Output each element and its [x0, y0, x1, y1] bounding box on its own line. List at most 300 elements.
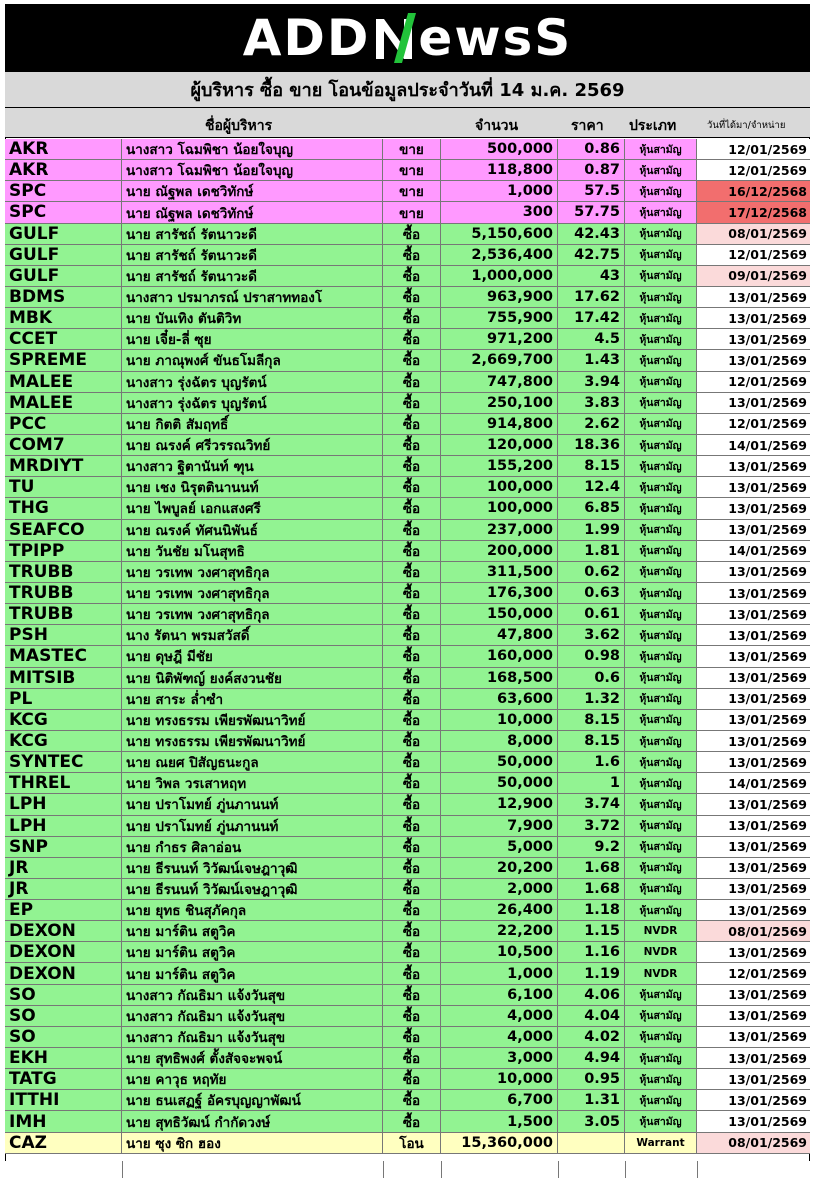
logo-text-right: ewsS: [418, 9, 573, 67]
table-row: [5, 942, 810, 963]
header-date: วันที่ได้มา/จำหน่าย: [707, 120, 786, 131]
logo-bar: [5, 4, 810, 72]
action-cell: ซื้อ: [383, 562, 441, 582]
price-cell: 4.94: [558, 1048, 625, 1068]
price-cell: 0.95: [558, 1069, 625, 1089]
executive-name-cell: นาย ปราโมทย์ ภู่นภานนท์: [122, 816, 383, 836]
symbol-cell: TATG: [5, 1069, 122, 1089]
action-cell: ซื้อ: [383, 963, 441, 983]
volume-cell: 120,000: [441, 435, 558, 455]
executive-name-cell: นาย ธีรนนท์ วิวัฒน์เจษฎาวุฒิ: [122, 879, 383, 899]
date-cell: 14/01/2569: [697, 541, 810, 561]
table-row: [5, 435, 810, 456]
date-cell: 13/01/2569: [697, 1006, 810, 1026]
executive-name-cell: นาย ทรงธรรม เพียรพัฒนาวิทย์: [122, 710, 383, 730]
executive-name-cell: นาย วรเทพ วงศาสุทธิกุล: [122, 604, 383, 624]
security-type-cell: หุ้นสามัญ: [625, 393, 697, 413]
security-type-cell: หุ้นสามัญ: [625, 541, 697, 561]
security-type-cell: หุ้นสามัญ: [625, 604, 697, 624]
executive-name-cell: นาง รัตนา พรมสวัสดิ์: [122, 625, 383, 645]
date-cell: 12/01/2569: [697, 160, 810, 180]
action-cell: ซื้อ: [383, 921, 441, 941]
price-cell: 0.62: [558, 562, 625, 582]
volume-cell: 200,000: [441, 541, 558, 561]
symbol-cell: KCG: [5, 731, 122, 751]
symbol-cell: SPC: [5, 181, 122, 201]
action-cell: ซื้อ: [383, 308, 441, 328]
date-cell: 13/01/2569: [697, 520, 810, 540]
price-cell: 12.4: [558, 477, 625, 497]
date-cell: 13/01/2569: [697, 477, 810, 497]
page-title: ผู้บริหาร ซื้อ ขาย โอนข้อมูลประจำวันที่ 14 ม.ค. 2569: [5, 72, 810, 108]
action-cell: ซื้อ: [383, 858, 441, 878]
price-cell: 3.72: [558, 816, 625, 836]
date-cell: 13/01/2569: [697, 646, 810, 666]
date-cell: 09/01/2569: [697, 266, 810, 286]
table-row: [5, 985, 810, 1006]
security-type-cell: หุ้นสามัญ: [625, 794, 697, 814]
price-cell: 1.68: [558, 879, 625, 899]
date-cell: 13/01/2569: [697, 1048, 810, 1068]
price-cell: 3.05: [558, 1111, 625, 1131]
executive-name-cell: นาย นิติพัฑญ์ ยงค์สงวนชัย: [122, 668, 383, 688]
symbol-cell: MITSIB: [5, 668, 122, 688]
logo: [243, 9, 573, 67]
symbol-cell: TRUBB: [5, 583, 122, 603]
security-type-cell: NVDR: [625, 921, 697, 941]
header-name: ชื่อผู้บริหาร: [205, 118, 273, 134]
action-cell: ซื้อ: [383, 646, 441, 666]
volume-cell: 1,000,000: [441, 266, 558, 286]
date-cell: 14/01/2569: [697, 773, 810, 793]
blank-row: [5, 1161, 810, 1178]
action-cell: ซื้อ: [383, 794, 441, 814]
symbol-cell: MALEE: [5, 372, 122, 392]
date-cell: 13/01/2569: [697, 900, 810, 920]
volume-cell: 250,100: [441, 393, 558, 413]
symbol-cell: SNP: [5, 837, 122, 857]
security-type-cell: หุ้นสามัญ: [625, 1006, 697, 1026]
volume-cell: 300: [441, 202, 558, 222]
volume-cell: 118,800: [441, 160, 558, 180]
price-cell: 3.74: [558, 794, 625, 814]
price-cell: 1.15: [558, 921, 625, 941]
table-header: [5, 108, 810, 138]
date-cell: 08/01/2569: [697, 224, 810, 244]
date-cell: 13/01/2569: [697, 604, 810, 624]
table-row: [5, 689, 810, 710]
executive-name-cell: นาย สารัชถ์ รัตนาวะดี: [122, 266, 383, 286]
price-cell: 1.6: [558, 752, 625, 772]
security-type-cell: หุ้นสามัญ: [625, 985, 697, 1005]
action-cell: ซื้อ: [383, 604, 441, 624]
security-type-cell: หุ้นสามัญ: [625, 329, 697, 349]
security-type-cell: หุ้นสามัญ: [625, 858, 697, 878]
volume-cell: 168,500: [441, 668, 558, 688]
volume-cell: 7,900: [441, 816, 558, 836]
price-cell: 1.16: [558, 942, 625, 962]
symbol-cell: KCG: [5, 710, 122, 730]
table-row: [5, 646, 810, 667]
security-type-cell: หุ้นสามัญ: [625, 625, 697, 645]
executive-name-cell: นาย บันเทิง ตันติวิท: [122, 308, 383, 328]
action-cell: ซื้อ: [383, 731, 441, 751]
security-type-cell: หุ้นสามัญ: [625, 181, 697, 201]
symbol-cell: CAZ: [5, 1133, 122, 1153]
symbol-cell: DEXON: [5, 942, 122, 962]
action-cell: ซื้อ: [383, 879, 441, 899]
price-cell: 9.2: [558, 837, 625, 857]
action-cell: ซื้อ: [383, 1027, 441, 1047]
security-type-cell: หุ้นสามัญ: [625, 900, 697, 920]
symbol-cell: JR: [5, 858, 122, 878]
action-cell: ซื้อ: [383, 752, 441, 772]
executive-name-cell: นาย มาร์ติน สตูวิค: [122, 921, 383, 941]
price-cell: 4.04: [558, 1006, 625, 1026]
volume-cell: 747,800: [441, 372, 558, 392]
price-cell: 1.68: [558, 858, 625, 878]
date-cell: 13/01/2569: [697, 625, 810, 645]
date-cell: 12/01/2569: [697, 963, 810, 983]
symbol-cell: PSH: [5, 625, 122, 645]
action-cell: ซื้อ: [383, 245, 441, 265]
executive-name-cell: นางสาว ฐิตานันท์ ฑุน: [122, 456, 383, 476]
volume-cell: 5,150,600: [441, 224, 558, 244]
security-type-cell: หุ้นสามัญ: [625, 477, 697, 497]
executive-name-cell: นาย ณัฐพล เดชวิทักษ์: [122, 181, 383, 201]
action-cell: ซื้อ: [383, 520, 441, 540]
price-cell: 8.15: [558, 710, 625, 730]
date-cell: 13/01/2569: [697, 752, 810, 772]
volume-cell: 4,000: [441, 1027, 558, 1047]
volume-cell: 971,200: [441, 329, 558, 349]
price-cell: 4.02: [558, 1027, 625, 1047]
price-cell: 42.43: [558, 224, 625, 244]
security-type-cell: หุ้นสามัญ: [625, 773, 697, 793]
executive-name-cell: นาย มาร์ติน สตูวิค: [122, 963, 383, 983]
table-row: [5, 308, 810, 329]
volume-cell: 47,800: [441, 625, 558, 645]
executive-name-cell: นาย เจี๋ย-ลี่ ซุย: [122, 329, 383, 349]
executive-name-cell: นาย สาระ ล่ำซำ: [122, 689, 383, 709]
executive-name-cell: นาย ธีรนนท์ วิวัฒน์เจษฎาวุฒิ: [122, 858, 383, 878]
executive-name-cell: นาย สุทธิพงศ์ ตั้งสัจจะพจน์: [122, 1048, 383, 1068]
date-cell: 13/01/2569: [697, 308, 810, 328]
table-row: [5, 224, 810, 245]
executive-name-cell: นาย วรเทพ วงศาสุทธิกุล: [122, 562, 383, 582]
security-type-cell: หุ้นสามัญ: [625, 372, 697, 392]
symbol-cell: GULF: [5, 224, 122, 244]
date-cell: 13/01/2569: [697, 329, 810, 349]
price-cell: 6.85: [558, 498, 625, 518]
symbol-cell: AKR: [5, 160, 122, 180]
executive-name-cell: นางสาว กัณธิมา แจ้งวันสุข: [122, 1027, 383, 1047]
price-cell: 57.75: [558, 202, 625, 222]
price-cell: 43: [558, 266, 625, 286]
security-type-cell: หุ้นสามัญ: [625, 1090, 697, 1110]
executive-name-cell: นาย ณัฐพล เดชวิทักษ์: [122, 202, 383, 222]
price-cell: 8.15: [558, 731, 625, 751]
symbol-cell: LPH: [5, 816, 122, 836]
action-cell: ซื้อ: [383, 1111, 441, 1131]
security-type-cell: NVDR: [625, 963, 697, 983]
price-cell: 3.83: [558, 393, 625, 413]
table-row: [5, 879, 810, 900]
security-type-cell: Warrant: [625, 1133, 697, 1153]
symbol-cell: IMH: [5, 1111, 122, 1131]
symbol-cell: PCC: [5, 414, 122, 434]
action-cell: ซื้อ: [383, 837, 441, 857]
action-cell: ซื้อ: [383, 900, 441, 920]
action-cell: ซื้อ: [383, 1069, 441, 1089]
volume-cell: 3,000: [441, 1048, 558, 1068]
executive-name-cell: นาย ภาณุพงศ์ ขันธโมลีกุล: [122, 350, 383, 370]
symbol-cell: TRUBB: [5, 562, 122, 582]
action-cell: ซื้อ: [383, 689, 441, 709]
table-row: [5, 160, 810, 181]
price-cell: 0.61: [558, 604, 625, 624]
executive-name-cell: นางสาว โฉมพิชา น้อยใจบุญ: [122, 160, 383, 180]
symbol-cell: COM7: [5, 435, 122, 455]
table-row: [5, 1090, 810, 1111]
symbol-cell: TRUBB: [5, 604, 122, 624]
symbol-cell: AKR: [5, 139, 122, 159]
executive-name-cell: นาย กิตติ สัมฤทธิ์: [122, 414, 383, 434]
security-type-cell: หุ้นสามัญ: [625, 160, 697, 180]
volume-cell: 155,200: [441, 456, 558, 476]
table-row: [5, 1027, 810, 1048]
executive-name-cell: นาย ยุทธ ชินสุภัคกุล: [122, 900, 383, 920]
executive-name-cell: นางสาว รุ่งฉัตร บุญรัตน์: [122, 393, 383, 413]
security-type-cell: หุ้นสามัญ: [625, 731, 697, 751]
symbol-cell: SO: [5, 1027, 122, 1047]
action-cell: ซื้อ: [383, 266, 441, 286]
volume-cell: 1,000: [441, 963, 558, 983]
table-row: [5, 625, 810, 646]
symbol-cell: THREL: [5, 773, 122, 793]
symbol-cell: SPREME: [5, 350, 122, 370]
executive-name-cell: นาย คาวุธ หฤทัย: [122, 1069, 383, 1089]
volume-cell: 5,000: [441, 837, 558, 857]
date-cell: 13/01/2569: [697, 837, 810, 857]
symbol-cell: EKH: [5, 1048, 122, 1068]
table-row: [5, 1006, 810, 1027]
executive-name-cell: นาย สารัชถ์ รัตนาวะดี: [122, 224, 383, 244]
symbol-cell: ITTHI: [5, 1090, 122, 1110]
table-row: [5, 583, 810, 604]
volume-cell: 963,900: [441, 287, 558, 307]
executive-name-cell: นาย ธนเสฏฐ์ อัครบุญญาพัฒน์: [122, 1090, 383, 1110]
symbol-cell: DEXON: [5, 921, 122, 941]
table-row: [5, 477, 810, 498]
date-cell: 13/01/2569: [697, 562, 810, 582]
table-row: [5, 773, 810, 794]
table-row: [5, 668, 810, 689]
action-cell: ซื้อ: [383, 942, 441, 962]
symbol-cell: CCET: [5, 329, 122, 349]
executive-name-cell: นาย ณยศ ปิสัญธนะกูล: [122, 752, 383, 772]
table-row: [5, 329, 810, 350]
table-row: [5, 794, 810, 815]
date-cell: 13/01/2569: [697, 498, 810, 518]
action-cell: ซื้อ: [383, 1048, 441, 1068]
volume-cell: 237,000: [441, 520, 558, 540]
table-row: [5, 266, 810, 287]
price-cell: 1: [558, 773, 625, 793]
volume-cell: 50,000: [441, 752, 558, 772]
table-row: [5, 1133, 810, 1154]
security-type-cell: หุ้นสามัญ: [625, 1027, 697, 1047]
date-cell: 13/01/2569: [697, 668, 810, 688]
date-cell: 13/01/2569: [697, 1069, 810, 1089]
volume-cell: 500,000: [441, 139, 558, 159]
security-type-cell: หุ้นสามัญ: [625, 1111, 697, 1131]
executive-name-cell: นาย ณรงค์ ศรีวรรณวิทย์: [122, 435, 383, 455]
executive-name-cell: นาย ดุษฎี มีชัย: [122, 646, 383, 666]
action-cell: ซื้อ: [383, 287, 441, 307]
executive-name-cell: นาย เชง นิรุตตินานนท์: [122, 477, 383, 497]
table-row: [5, 541, 810, 562]
volume-cell: 26,400: [441, 900, 558, 920]
action-cell: ซื้อ: [383, 985, 441, 1005]
table-row: [5, 287, 810, 308]
header-price: ราคา: [571, 118, 604, 134]
executive-name-cell: นาย มาร์ติน สตูวิค: [122, 942, 383, 962]
price-cell: 1.43: [558, 350, 625, 370]
symbol-cell: GULF: [5, 266, 122, 286]
date-cell: 13/01/2569: [697, 710, 810, 730]
table-row: [5, 900, 810, 921]
table-row: [5, 1069, 810, 1090]
symbol-cell: SPC: [5, 202, 122, 222]
symbol-cell: JR: [5, 879, 122, 899]
executive-name-cell: นางสาว ปรมาภรณ์ ปราสาททองโ: [122, 287, 383, 307]
executive-name-cell: นาย ซุง ซิก ฮอง: [122, 1133, 383, 1153]
volume-cell: 50,000: [441, 773, 558, 793]
volume-cell: 1,000: [441, 181, 558, 201]
symbol-cell: DEXON: [5, 963, 122, 983]
executive-name-cell: นาย ทรงธรรม เพียรพัฒนาวิทย์: [122, 731, 383, 751]
security-type-cell: หุ้นสามัญ: [625, 583, 697, 603]
price-cell: 0.87: [558, 160, 625, 180]
date-cell: 13/01/2569: [697, 858, 810, 878]
symbol-cell: TPIPP: [5, 541, 122, 561]
symbol-cell: SYNTEC: [5, 752, 122, 772]
price-cell: 4.5: [558, 329, 625, 349]
security-type-cell: หุ้นสามัญ: [625, 710, 697, 730]
table-row: [5, 202, 810, 223]
table-row: [5, 710, 810, 731]
symbol-cell: MALEE: [5, 393, 122, 413]
volume-cell: 10,000: [441, 1069, 558, 1089]
executive-name-cell: นาย ไพบูลย์ เอกแสงศรี: [122, 498, 383, 518]
security-type-cell: หุ้นสามัญ: [625, 1048, 697, 1068]
price-cell: 3.62: [558, 625, 625, 645]
security-type-cell: NVDR: [625, 942, 697, 962]
action-cell: ซื้อ: [383, 224, 441, 244]
symbol-cell: GULF: [5, 245, 122, 265]
price-cell: 1.81: [558, 541, 625, 561]
security-type-cell: หุ้นสามัญ: [625, 224, 697, 244]
action-cell: โอน: [383, 1133, 441, 1153]
security-type-cell: หุ้นสามัญ: [625, 1069, 697, 1089]
security-type-cell: หุ้นสามัญ: [625, 414, 697, 434]
date-cell: 13/01/2569: [697, 350, 810, 370]
volume-cell: 914,800: [441, 414, 558, 434]
volume-cell: 6,700: [441, 1090, 558, 1110]
symbol-cell: PL: [5, 689, 122, 709]
table-row: [5, 498, 810, 519]
security-type-cell: หุ้นสามัญ: [625, 245, 697, 265]
security-type-cell: หุ้นสามัญ: [625, 287, 697, 307]
date-cell: 13/01/2569: [697, 879, 810, 899]
executive-name-cell: นาย วรเทพ วงศาสุทธิกุล: [122, 583, 383, 603]
date-cell: 08/01/2569: [697, 921, 810, 941]
symbol-cell: MRDIYT: [5, 456, 122, 476]
action-cell: ซื้อ: [383, 625, 441, 645]
price-cell: 4.06: [558, 985, 625, 1005]
symbol-cell: SEAFCO: [5, 520, 122, 540]
table-row: [5, 816, 810, 837]
symbol-cell: SO: [5, 985, 122, 1005]
table-row: [5, 181, 810, 202]
price-cell: 1.31: [558, 1090, 625, 1110]
date-cell: 13/01/2569: [697, 583, 810, 603]
executive-name-cell: นาย ปราโมทย์ ภู่นภานนท์: [122, 794, 383, 814]
action-cell: ขาย: [383, 181, 441, 201]
action-cell: ซื้อ: [383, 393, 441, 413]
date-cell: 13/01/2569: [697, 942, 810, 962]
date-cell: 13/01/2569: [697, 1090, 810, 1110]
volume-cell: 22,200: [441, 921, 558, 941]
date-cell: 13/01/2569: [697, 287, 810, 307]
price-cell: 0.6: [558, 668, 625, 688]
executive-name-cell: นางสาว โฉมพิชา น้อยใจบุญ: [122, 139, 383, 159]
table-row: [5, 520, 810, 541]
security-type-cell: หุ้นสามัญ: [625, 350, 697, 370]
price-cell: 57.5: [558, 181, 625, 201]
table-row: [5, 350, 810, 371]
symbol-cell: BDMS: [5, 287, 122, 307]
table-row: [5, 837, 810, 858]
date-cell: 12/01/2569: [697, 245, 810, 265]
table-row: [5, 921, 810, 942]
table-row: [5, 245, 810, 266]
table-row: [5, 604, 810, 625]
price-cell: 1.19: [558, 963, 625, 983]
header-type: ประเภท: [629, 118, 677, 134]
date-cell: 08/01/2569: [697, 1133, 810, 1153]
executive-name-cell: นาย กำธร ศิลาอ่อน: [122, 837, 383, 857]
symbol-cell: EP: [5, 900, 122, 920]
security-type-cell: หุ้นสามัญ: [625, 139, 697, 159]
symbol-cell: TU: [5, 477, 122, 497]
security-type-cell: หุ้นสามัญ: [625, 435, 697, 455]
action-cell: ซื้อ: [383, 477, 441, 497]
executive-name-cell: นาย วันชัย มโนสุทธิ: [122, 541, 383, 561]
table-row: [5, 858, 810, 879]
volume-cell: 63,600: [441, 689, 558, 709]
action-cell: ซื้อ: [383, 773, 441, 793]
date-cell: 12/01/2569: [697, 372, 810, 392]
price-cell: 3.94: [558, 372, 625, 392]
date-cell: 13/01/2569: [697, 816, 810, 836]
table-row: [5, 414, 810, 435]
executive-name-cell: นางสาว รุ่งฉัตร บุญรัตน์: [122, 372, 383, 392]
executive-name-cell: นาย วิพล วรเสาหฤท: [122, 773, 383, 793]
action-cell: ซื้อ: [383, 541, 441, 561]
action-cell: ซื้อ: [383, 372, 441, 392]
